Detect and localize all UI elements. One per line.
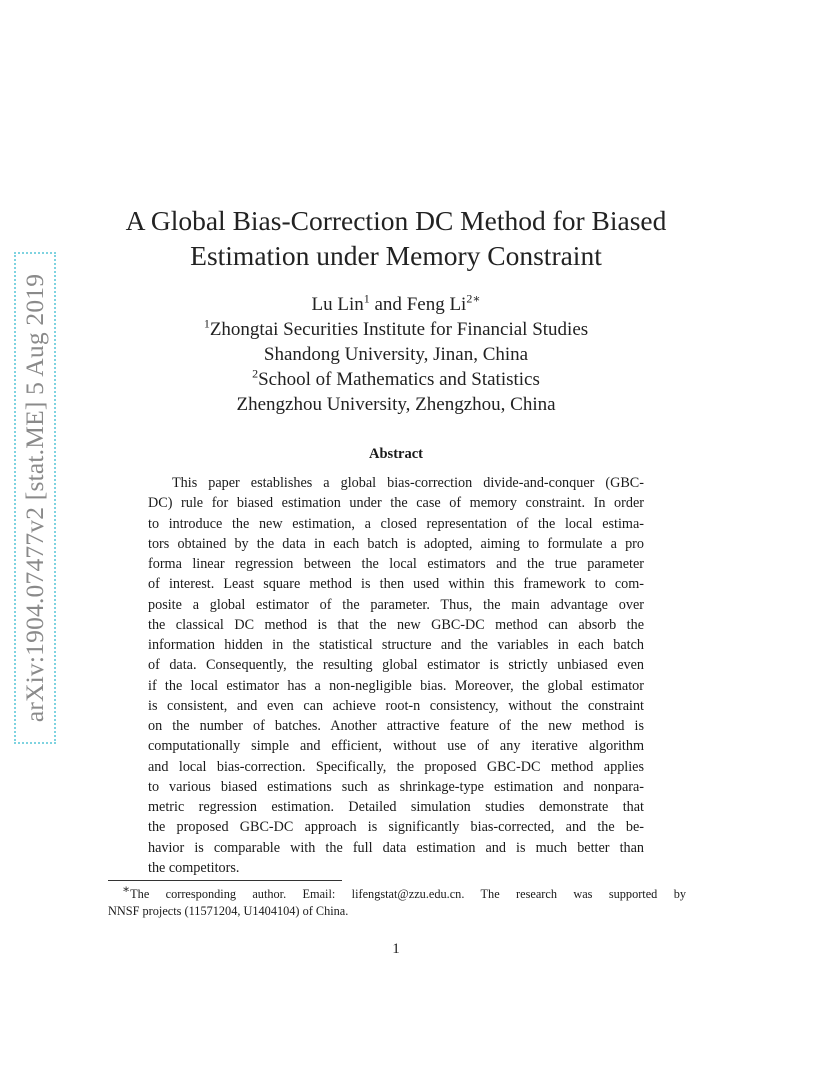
footnote-line: NNSF projects (11571204, U1404104) of China.: [108, 904, 349, 918]
abstract-line: to various biased estimations such as shrinkage-type estimation and nonpara-: [148, 778, 644, 795]
page-number: 1: [392, 941, 400, 957]
title-line-2: Estimation under Memory Constraint: [190, 240, 602, 271]
abstract-line: posite a global estimator of the parameter. Thus, the main advantage over: [148, 596, 644, 613]
abstract-line: This paper establishes a global bias-correction divide-and-conquer (GBC-: [172, 475, 644, 491]
author-2-name: Feng Li: [406, 294, 467, 315]
abstract-line: forma linear regression between the local estimators and the true parameter: [148, 556, 644, 572]
author-1-affiliation-mark: 1: [363, 291, 370, 306]
title-line-1: A Global Bias-Correction DC Method for Biased: [125, 205, 667, 236]
affiliation-line: [0, 342, 792, 367]
abstract-heading: Abstract: [369, 446, 423, 462]
abstract-line: and local bias-correction. Specifically, the proposed GBC-DC method applies: [148, 758, 644, 775]
affiliation-text: Zhengzhou University, Zhengzhou, China: [236, 394, 556, 415]
affiliation-line: [0, 317, 792, 342]
affiliation-mark: 2: [252, 366, 259, 381]
abstract-line: if the local estimator has a non-negligible bias. Moreover, the global estimator: [148, 677, 644, 694]
affiliation-line: [0, 392, 792, 417]
arxiv-identifier: arXiv:1904.07477v2 [stat.ME] 5 Aug 2019: [20, 273, 49, 723]
abstract-line: information hidden in the statistical structure and the variables in each batch: [148, 637, 644, 653]
author-2-affiliation-mark: 2∗: [466, 291, 481, 306]
author-conjunction: and: [369, 294, 407, 315]
footnote-line: [108, 881, 686, 903]
footnote-marker: ∗: [122, 881, 131, 896]
abstract-line: the proposed GBC-DC approach is significantly bias-corrected, and the be-: [148, 819, 644, 836]
affiliation-text: School of Mathematics and Statistics: [258, 369, 540, 390]
affiliation-line: [0, 367, 792, 392]
author-line: [0, 292, 792, 317]
abstract-line: the classical DC method is that the new GBC-DC method can absorb the: [148, 616, 644, 633]
footnote-text: The corresponding author. Email: lifengstat@zzu.edu.cn. The research was supported by: [130, 887, 686, 901]
paper-title: [0, 203, 792, 273]
abstract-line: havior is comparable with the full data estimation and is much better than: [148, 839, 644, 856]
affiliation-text: Zhongtai Securities Institute for Financial Studies: [209, 319, 589, 340]
footnote-divider: [108, 880, 342, 881]
abstract-line: of data. Consequently, the resulting global estimator is strictly unbiased even: [148, 657, 644, 674]
abstract-line: the competitors.: [148, 859, 240, 876]
abstract-line: DC) rule for biased estimation under the case of memory constraint. In order: [148, 495, 644, 512]
abstract-line: of interest. Least square method is then used within this framework to com-: [148, 576, 644, 593]
author-block: [0, 292, 792, 417]
abstract-line: metric regression estimation. Detailed simulation studies demonstrate that: [148, 799, 644, 815]
affiliation-mark: 1: [203, 316, 210, 331]
abstract-line: tors obtained by the data in each batch is adopted, aiming to formulate a pro: [148, 535, 644, 552]
abstract-line: computationally simple and efficient, without use of any iterative algorithm: [148, 738, 644, 755]
abstract-line: to introduce the new estimation, a closed representation of the local estima-: [148, 515, 644, 532]
footnote: [108, 881, 686, 920]
abstract-body: [148, 473, 644, 878]
author-1-name: Lu Lin: [311, 294, 364, 315]
abstract-line: on the number of batches. Another attractive feature of the new method is: [148, 718, 644, 734]
affiliation-text: Shandong University, Jinan, China: [263, 344, 529, 365]
abstract-line: is consistent, and even can achieve root-n consistency, without the constraint: [148, 697, 644, 714]
